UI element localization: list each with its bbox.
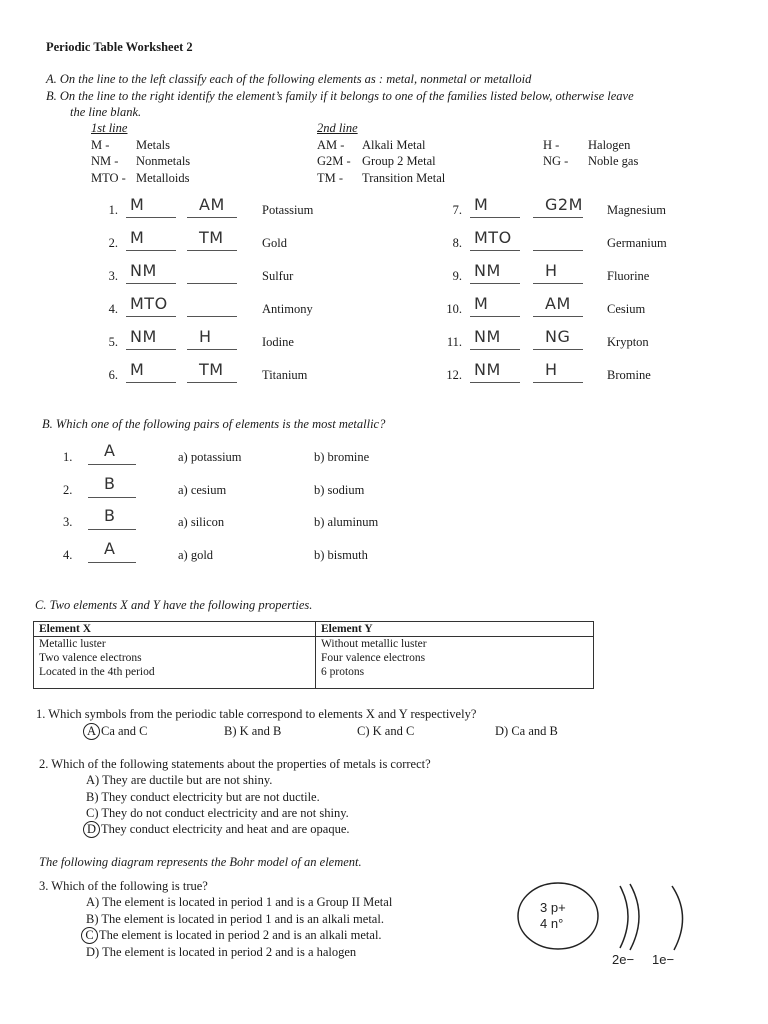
shell-1-arc	[620, 886, 628, 948]
pair-answer: A	[104, 441, 116, 460]
answer-line	[187, 250, 237, 251]
answer-line	[88, 497, 136, 498]
answer-line	[533, 217, 583, 218]
option-b: b) aluminum	[314, 515, 379, 529]
legend-name: Group 2 Metal	[362, 154, 436, 168]
element-number: 3.	[108, 269, 118, 283]
element-number: 10.	[446, 302, 462, 316]
shell-2-arc	[672, 886, 683, 950]
answer-line	[88, 529, 136, 530]
answer-line	[126, 316, 176, 317]
pair-number: 3.	[63, 515, 73, 529]
family-answer: AM	[199, 195, 225, 214]
instruction-b-cont: the line blank.	[70, 105, 142, 119]
bohr-protons: 3 p+	[540, 900, 566, 915]
answer-line	[470, 217, 520, 218]
legend-name: Halogen	[588, 138, 631, 152]
table-cell-y: Without metallic luster Four valence electrons 6 protons	[316, 637, 594, 689]
family-answer: G2M	[545, 195, 583, 214]
answer-line	[126, 250, 176, 251]
family-answer: TM	[199, 360, 224, 379]
answer-line	[187, 382, 237, 383]
bohr-shell-2-label: 1e−	[652, 952, 675, 967]
question-1: 1. Which symbols from the periodic table correspond to elements X and Y respectively?	[36, 707, 477, 721]
bohr-intro: The following diagram represents the Bohr model of an element.	[39, 855, 362, 869]
instruction-a: A. On the line to the left classify each of the following elements as : metal, nonmetal or metalloid	[46, 72, 532, 86]
q3-option-b: B) The element is located in period 1 and is an alkali metal.	[86, 912, 384, 926]
element-name: Antimony	[262, 302, 313, 316]
table-header-y: Element Y	[316, 622, 594, 637]
classification-answer: M	[474, 195, 489, 214]
legend-code: M -	[91, 138, 110, 152]
answer-line	[126, 382, 176, 383]
legend-code: NG -	[543, 154, 569, 168]
answer-line	[533, 349, 583, 350]
properties-table	[33, 621, 594, 689]
element-name: Gold	[262, 236, 287, 250]
legend-name: Nonmetals	[136, 154, 191, 168]
option-a: a) potassium	[178, 450, 242, 464]
classification-answer: M	[130, 195, 145, 214]
answer-line	[470, 382, 520, 383]
answer-line	[126, 283, 176, 284]
answer-line	[187, 217, 237, 218]
pair-answer: B	[104, 506, 116, 525]
option-a: a) gold	[178, 547, 214, 562]
answer-line	[187, 316, 237, 317]
element-name: Germanium	[607, 236, 667, 250]
answer-line	[470, 250, 520, 251]
legend-name: Alkali Metal	[362, 138, 426, 152]
q2-option-b: B) They conduct electricity but are not ductile.	[86, 790, 320, 804]
pair-answer: A	[104, 538, 116, 558]
question-3: 3. Which of the following is true?	[39, 879, 208, 893]
bohr-model-diagram	[510, 880, 700, 970]
element-name: Sulfur	[262, 269, 294, 283]
classification-answer: MTO	[474, 228, 512, 247]
family-answer: H	[545, 360, 558, 379]
q3-option-a: A) The element is located in period 1 and is a Group II Metal	[86, 895, 393, 909]
legend-code: AM -	[317, 138, 345, 152]
classification-answer: NM	[130, 261, 157, 280]
option-b: b) sodium	[314, 482, 365, 497]
element-number: 9.	[452, 269, 462, 283]
classification-answer: M	[130, 360, 145, 379]
element-number: 11.	[446, 335, 462, 349]
legend-name: Transition Metal	[362, 171, 446, 185]
element-name: Iodine	[262, 335, 294, 349]
answer-line	[126, 349, 176, 350]
option-b: b) bromine	[314, 450, 370, 464]
element-number: 2.	[108, 236, 118, 250]
shell-1-arc-2	[630, 884, 639, 950]
legend-line1-title: 1st line	[91, 121, 128, 135]
legend-code: H -	[543, 138, 560, 152]
family-answer: TM	[199, 228, 224, 247]
page-title: Periodic Table Worksheet 2	[46, 40, 193, 54]
classification-answer: NM	[474, 360, 501, 379]
classification-answer: NM	[130, 327, 157, 346]
answer-line	[470, 349, 520, 350]
legend-code: G2M -	[317, 154, 351, 168]
section-b-question: B. Which one of the following pairs of elements is the most metallic?	[42, 417, 386, 431]
option-a: a) silicon	[178, 515, 225, 529]
element-number: 5.	[108, 335, 118, 349]
answer-line	[470, 316, 520, 317]
table-cell-x: Metallic luster Two valence electrons Located in the 4th period	[34, 637, 316, 689]
element-name: Fluorine	[607, 269, 650, 283]
legend-line2-title: 2nd line	[317, 121, 358, 135]
element-number: 1.	[108, 203, 118, 217]
q3-option-c: C The element is located in period 2 and is an alkali metal.	[81, 927, 382, 944]
q1-option-a: A Ca and C	[83, 723, 148, 740]
element-name: Bromine	[607, 368, 651, 382]
legend-code: TM -	[317, 171, 344, 185]
legend-name: Noble gas	[588, 154, 639, 168]
answer-line	[187, 283, 237, 284]
answer-line	[88, 562, 136, 563]
family-answer: AM	[545, 294, 571, 313]
legend-name: Metalloids	[136, 171, 190, 185]
pair-number: 2.	[63, 482, 73, 497]
answer-line	[88, 464, 136, 465]
classification-answer: MTO	[130, 294, 168, 313]
answer-line	[187, 349, 237, 350]
answer-line	[533, 316, 583, 317]
classification-answer: NM	[474, 261, 501, 280]
bohr-neutrons: 4 n°	[540, 916, 564, 931]
legend-code: NM -	[91, 154, 119, 168]
element-number: 8.	[452, 236, 462, 250]
family-answer: NG	[545, 327, 571, 346]
table-header-x: Element X	[34, 622, 316, 637]
instruction-b: B. On the line to the right identify the element’s family if it belongs to one of the families listed below, otherwise leave	[46, 89, 634, 103]
q3-option-d: D) The element is located in period 2 and is a halogen	[86, 945, 357, 959]
section-c-heading: C. Two elements X and Y have the following properties.	[35, 598, 313, 612]
q1-option-d: D) Ca and B	[495, 724, 558, 738]
classification-answer: NM	[474, 327, 501, 346]
classification-answer: M	[474, 294, 489, 313]
element-name: Titanium	[262, 368, 308, 382]
bohr-shell-1-label: 2e−	[612, 952, 635, 967]
element-number: 4.	[108, 302, 118, 316]
answer-line	[126, 217, 176, 218]
q1-option-b: B) K and B	[224, 724, 282, 738]
pair-number: 4.	[63, 547, 73, 562]
element-name: Potassium	[262, 203, 314, 217]
answer-line	[533, 382, 583, 383]
answer-line	[470, 283, 520, 284]
element-number: 6.	[108, 368, 118, 382]
q1-option-c: C) K and C	[357, 724, 415, 738]
family-answer: H	[199, 327, 212, 346]
question-2: 2. Which of the following statements about the properties of metals is correct?	[39, 757, 431, 771]
legend-name: Metals	[136, 138, 171, 152]
option-b: b) bismuth	[314, 547, 368, 562]
classification-answer: M	[130, 228, 145, 247]
element-number: 12.	[446, 368, 462, 382]
element-name: Cesium	[607, 302, 646, 316]
family-answer: H	[545, 261, 558, 280]
answer-line	[533, 283, 583, 284]
q2-option-c: C) They do not conduct electricity and are not shiny.	[86, 806, 349, 820]
element-number: 7.	[452, 203, 462, 217]
element-name: Magnesium	[607, 203, 667, 217]
pair-number: 1.	[63, 450, 73, 464]
pair-answer: B	[104, 473, 116, 493]
q2-option-d: D They conduct electricity and heat and are opaque.	[83, 821, 350, 838]
answer-line	[533, 250, 583, 251]
legend-code: MTO -	[91, 171, 126, 185]
option-a: a) cesium	[178, 482, 227, 497]
q2-option-a: A) They are ductile but are not shiny.	[86, 773, 273, 787]
element-name: Krypton	[607, 335, 649, 349]
